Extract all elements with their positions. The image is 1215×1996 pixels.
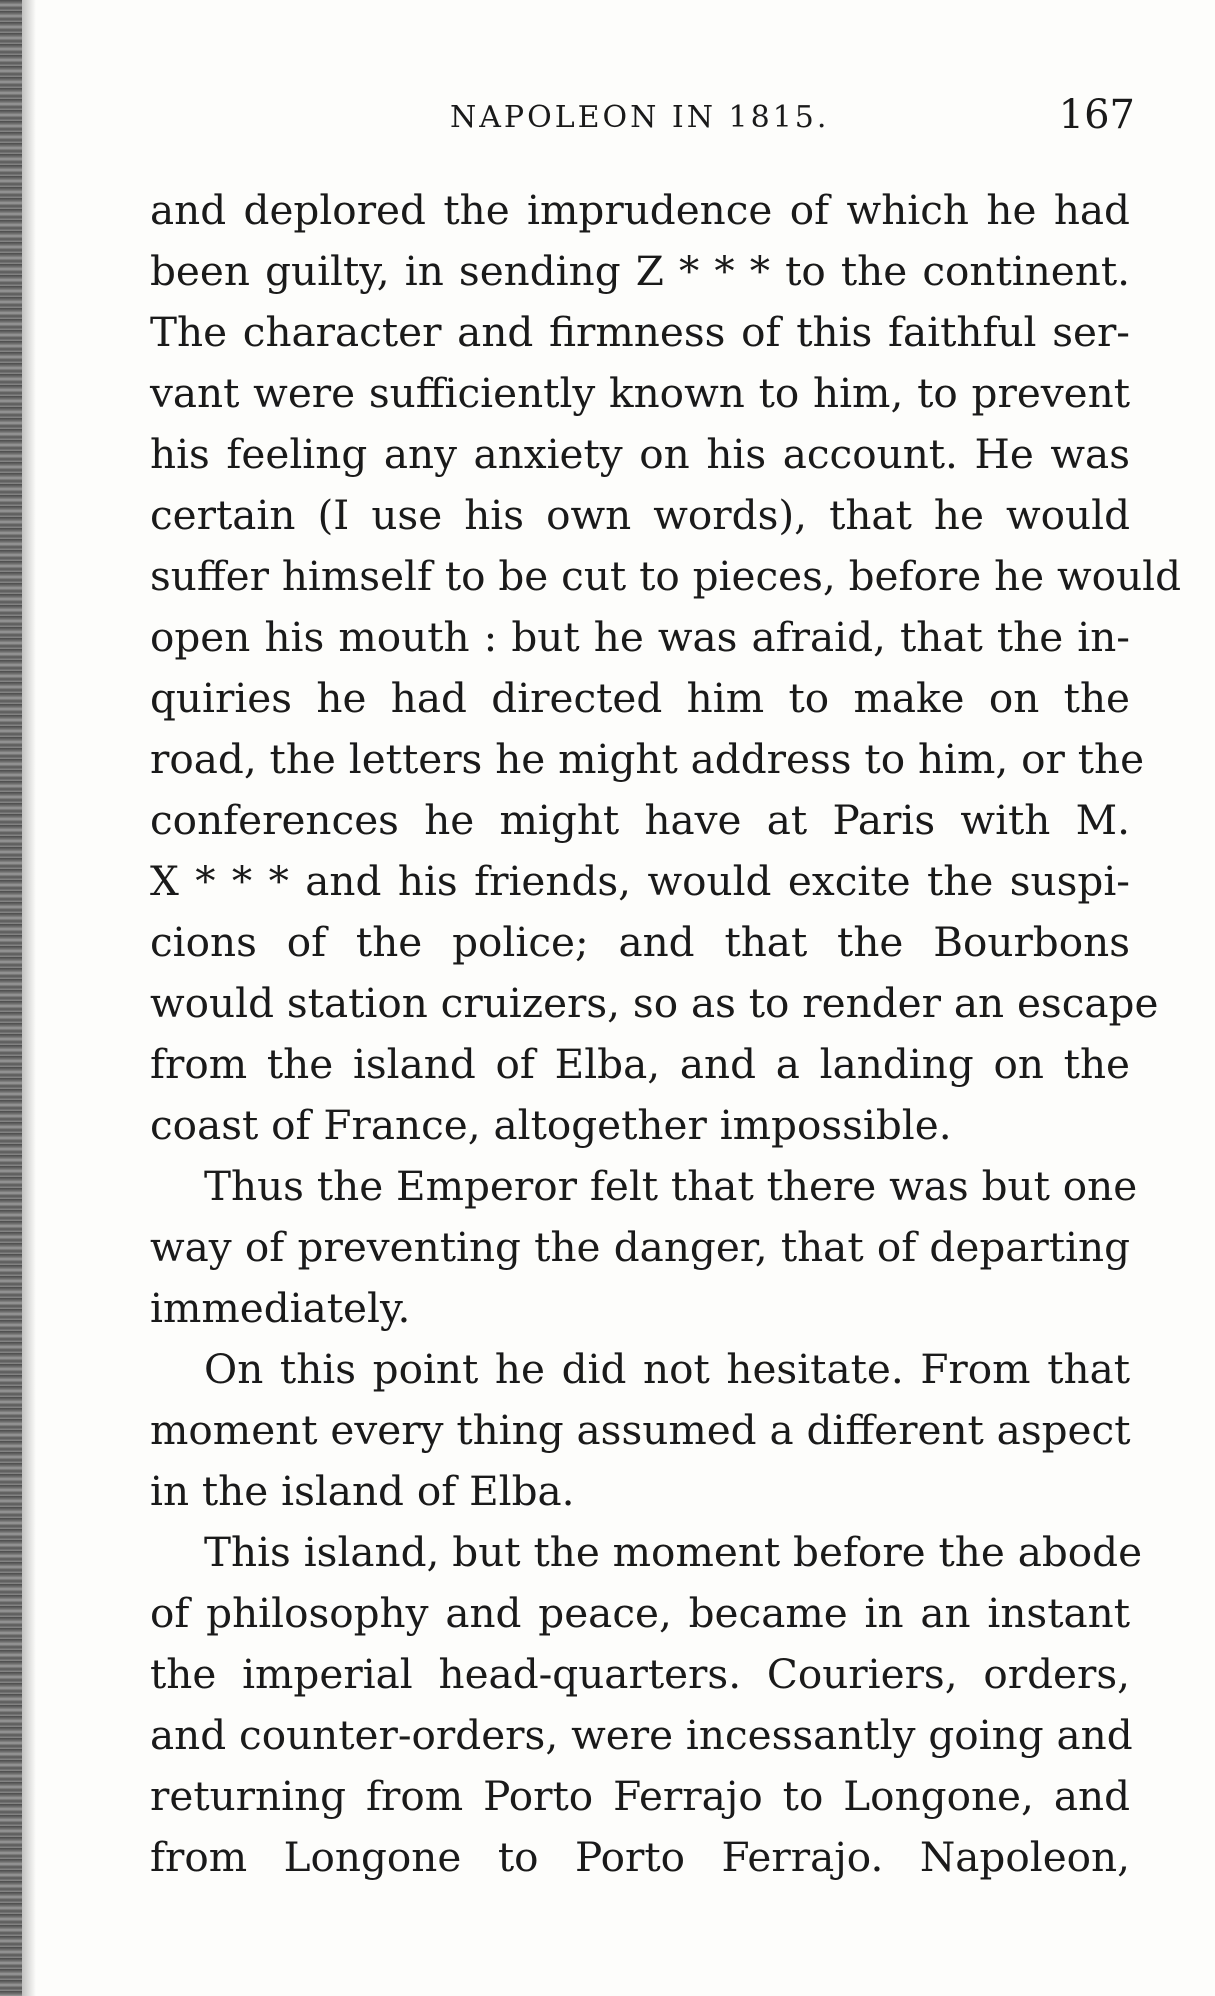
- text-line: the imperial head-quarters. Couriers, orders,: [150, 1650, 1130, 1698]
- text-line: quiries he had directed him to make on the: [150, 674, 1130, 722]
- text-line: and deplored the imprudence of which he had: [150, 186, 1130, 234]
- text-line: This island, but the moment before the abode: [204, 1528, 1143, 1576]
- text-line: returning from Porto Ferrajo to Longone, and: [150, 1772, 1130, 1820]
- text-line: and counter-orders, were incessantly going and: [150, 1711, 1133, 1759]
- page-number: 167: [1058, 92, 1135, 138]
- text-line: of philosophy and peace, became in an instant: [150, 1589, 1130, 1637]
- text-line: Thus the Emperor felt that there was but one: [204, 1162, 1138, 1210]
- page-header: [150, 92, 1135, 152]
- binding-gutter: [0, 0, 22, 1996]
- text-line: certain (I use his own words), that he would: [150, 491, 1130, 539]
- text-line: coast of France, altogether impossible.: [150, 1101, 952, 1149]
- running-title: NAPOLEON IN 1815.: [450, 100, 830, 135]
- text-line: way of preventing the danger, that of departing: [150, 1223, 1130, 1271]
- text-line: would station cruizers, so as to render an escape: [150, 979, 1159, 1027]
- text-line: open his mouth : but he was afraid, that the in-: [150, 613, 1130, 661]
- text-line: from Longone to Porto Ferrajo. Napoleon,: [150, 1833, 1130, 1881]
- text-line: immediately.: [150, 1284, 411, 1332]
- text-line: cions of the police; and that the Bourbons: [150, 918, 1130, 966]
- text-line: vant were sufficiently known to him, to prevent: [150, 369, 1130, 417]
- text-line: conferences he might have at Paris with M.: [150, 796, 1130, 844]
- text-line: his feeling any anxiety on his account. He was: [150, 430, 1130, 478]
- text-line: in the island of Elba.: [150, 1467, 575, 1515]
- text-line: from the island of Elba, and a landing on the: [150, 1040, 1130, 1088]
- binding-shadow: [22, 0, 36, 1996]
- text-line: suffer himself to be cut to pieces, before he would: [150, 552, 1182, 600]
- body-text: [150, 180, 1182, 1888]
- text-line: On this point he did not hesitate. From that: [204, 1345, 1130, 1393]
- text-line: road, the letters he might address to him, or the: [150, 735, 1145, 783]
- text-line: The character and firmness of this faithful ser-: [150, 308, 1130, 356]
- text-line: been guilty, in sending Z * * * to the continent.: [150, 247, 1130, 295]
- text-line: X * * * and his friends, would excite the suspi-: [150, 857, 1130, 905]
- text-line: moment every thing assumed a different aspect: [150, 1406, 1131, 1454]
